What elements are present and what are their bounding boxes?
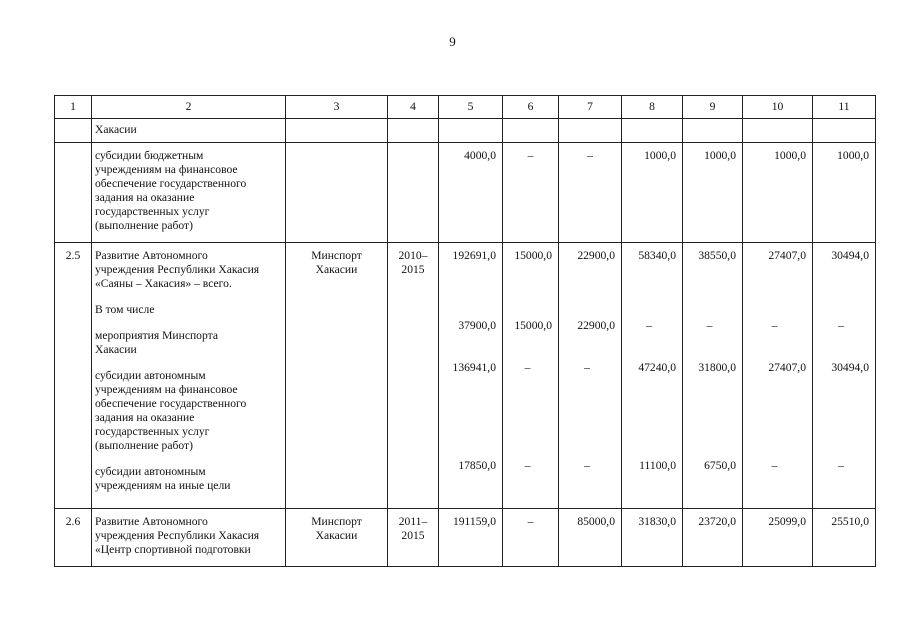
header-cell: 8	[622, 96, 683, 119]
value-cell: 15000,0 15000,0 – –	[503, 243, 559, 509]
header-cell: 6	[503, 96, 559, 119]
value-cell: 85000,0	[559, 509, 622, 567]
term-cell: 2011– 2015	[388, 509, 439, 567]
value-cell: 22900,0 22900,0 – –	[559, 243, 622, 509]
term-cell: 2010– 2015	[388, 243, 439, 509]
value-cell: –	[503, 143, 559, 243]
value-cell: 1000,0	[683, 143, 743, 243]
value-cell: 4000,0	[439, 143, 503, 243]
row-number: 2.5	[55, 243, 92, 509]
row-name: Развитие Автономного учреждения Республики Хакасия «Центр спортивной подготовки	[92, 509, 286, 567]
header-cell: 9	[683, 96, 743, 119]
sub-row-name: субсидии автономным	[95, 465, 206, 478]
header-cell: 10	[743, 96, 813, 119]
value-cell: 30494,0 – 30494,0 –	[813, 243, 876, 509]
row-number: 2.6	[55, 509, 92, 567]
header-cell: 3	[286, 96, 388, 119]
value-cell: –	[559, 143, 622, 243]
value-cell: 27407,0 – 27407,0 –	[743, 243, 813, 509]
row-name: Хакасии	[92, 119, 286, 143]
value-cell: 38550,0 – 31800,0 6750,0	[683, 243, 743, 509]
header-cell: 1	[55, 96, 92, 119]
table-row	[55, 143, 876, 243]
value-cell: 58340,0 – 47240,0 11100,0	[622, 243, 683, 509]
budget-table	[54, 95, 876, 567]
table-row	[55, 509, 876, 567]
sub-row-name: мероприятия Минспорта	[95, 329, 218, 342]
value-cell: 1000,0	[622, 143, 683, 243]
value-cell: 25099,0	[743, 509, 813, 567]
value-cell: 192691,0 37900,0 136941,0 17850,0	[439, 243, 503, 509]
value-cell: 1000,0	[813, 143, 876, 243]
table-header-row	[55, 96, 876, 119]
executor-cell: Минспорт Хакасии	[286, 509, 388, 567]
value-cell: 25510,0	[813, 509, 876, 567]
including-label: В том числе	[95, 303, 155, 316]
executor-cell: Минспорт Хакасии	[286, 243, 388, 509]
value-cell: 1000,0	[743, 143, 813, 243]
header-cell: 2	[92, 96, 286, 119]
value-cell: 191159,0	[439, 509, 503, 567]
value-cell: 31830,0	[622, 509, 683, 567]
header-cell: 11	[813, 96, 876, 119]
row-name: Развитие Автономного учреждения Республики Хакасия «Саяны – Хакасия» – всего. В том числе мероприятия Минспорта Хакасии субсидии автономным учреждениям на финансовое обеспечение государственного задания на оказание государственных услуг (выполнение работ) субсидии автономным учреждениям на иные цели	[92, 243, 286, 509]
sub-row-name: субсидии автономным	[95, 369, 206, 382]
page-number: 9	[449, 34, 456, 49]
value-cell: –	[503, 509, 559, 567]
row-name: субсидии бюджетным учреждениям на финансовое обеспечение государственного задания на оказание государственных услуг (выполнение работ)	[92, 143, 286, 243]
header-cell: 4	[388, 96, 439, 119]
value-cell: 23720,0	[683, 509, 743, 567]
header-cell: 5	[439, 96, 503, 119]
header-cell: 7	[559, 96, 622, 119]
table-row	[55, 243, 876, 509]
table-row	[55, 119, 876, 143]
